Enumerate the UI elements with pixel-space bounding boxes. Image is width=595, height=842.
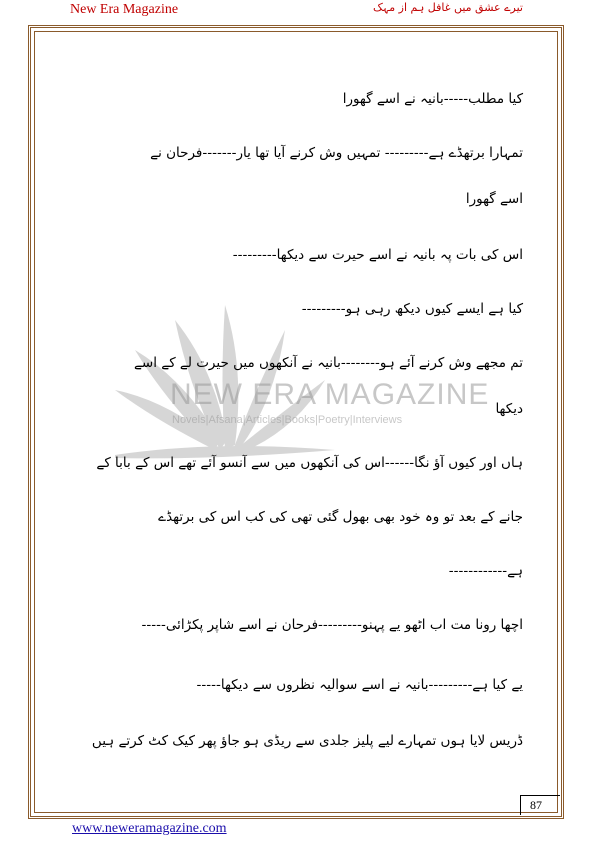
text-line: اسے گھورا xyxy=(465,191,523,207)
text-line: دیکھا xyxy=(495,401,523,417)
magazine-name: New Era Magazine xyxy=(70,2,179,17)
text-line: ہاں اور کیوں آؤ نگا------اس کی آنکھوں میں سے آنسو آئے تھے اس کے بابا کے xyxy=(96,455,523,471)
text-line: کیا مطلب-----بانیہ نے اسے گھورا xyxy=(342,91,523,107)
text-line: اچھا رونا مت اب اٹھو یے پہنو---------فرحان نے اسے شاپر پکڑائی----- xyxy=(141,617,523,633)
watermark-subtitle: Novels|Afsana|Articles|Books|Poetry|Interviews xyxy=(172,414,403,426)
text-line: تم مجھے وش کرنے آئے ہو--------بانیہ نے آنکھوں میں حیرت لے کے اسے xyxy=(134,355,523,371)
website-link[interactable]: www.neweramagazine.com xyxy=(72,821,227,836)
text-line: ڈریس لایا ہوں تمہارے لیے پلیز جلدی سے ریڈی ہو جاؤ پھر کیک کٹ کرتے ہیں xyxy=(91,733,523,749)
watermark-title: NEW ERA MAGAZINE xyxy=(170,378,490,411)
text-line: تمہارا برتھڈے ہے--------- تمہیں وش کرنے آیا تھا یار-------فرحان نے xyxy=(150,145,523,161)
page-number: 87 xyxy=(530,798,542,812)
text-line: ہے------------ xyxy=(448,563,523,579)
text-line: یے کیا ہے---------بانیہ نے اسے سوالیہ نظروں سے دیکھا----- xyxy=(196,677,523,693)
text-line: جانے کے بعد تو وہ خود بھی بھول گئی تھی کی کب اس کی برتھڈے xyxy=(158,509,523,525)
text-line: کیا ہے ایسے کیوں دیکھ رہی ہو--------- xyxy=(301,301,523,317)
text-line: اس کی بات پہ بانیہ نے اسے حیرت سے دیکھا--------- xyxy=(232,247,523,263)
novel-title: تیرے عشق میں غافل ہم از مہک xyxy=(372,1,523,14)
